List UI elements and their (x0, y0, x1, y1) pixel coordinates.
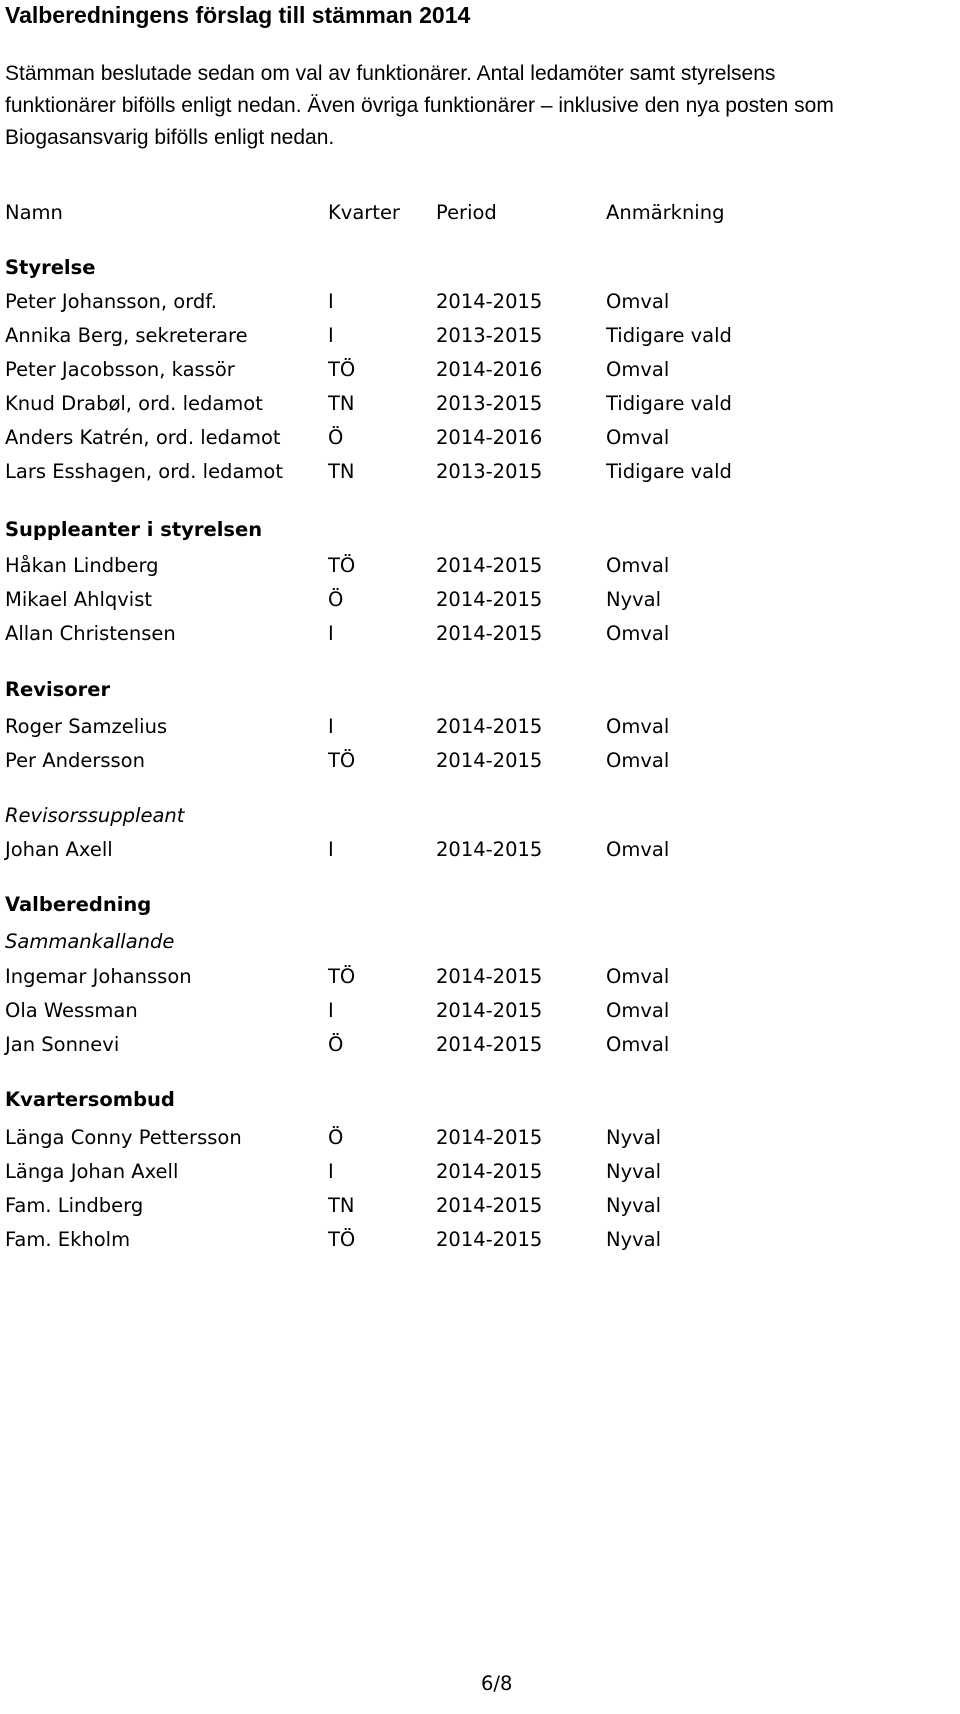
cell-period: 2014-2015 (436, 715, 543, 738)
cell-quarter: Ö (328, 1033, 344, 1056)
cell-name: Jan Sonnevi (5, 1033, 120, 1056)
column-header-period: Period (436, 201, 497, 224)
cell-quarter: Ö (328, 426, 344, 449)
cell-name: Länga Johan Axell (5, 1160, 179, 1183)
cell-name: Fam. Ekholm (5, 1228, 131, 1251)
cell-remark: Omval (606, 1033, 670, 1056)
cell-quarter: Ö (328, 1126, 344, 1149)
section-heading-revisorer: Revisorer (5, 678, 111, 701)
cell-quarter: I (328, 999, 334, 1022)
cell-name: Fam. Lindberg (5, 1194, 144, 1217)
cell-period: 2014-2015 (436, 965, 543, 988)
cell-period: 2014-2015 (436, 1160, 543, 1183)
cell-quarter: TÖ (328, 554, 356, 577)
cell-quarter: TN (328, 392, 355, 415)
table-row (0, 550, 960, 582)
cell-remark: Omval (606, 426, 670, 449)
cell-remark: Omval (606, 622, 670, 645)
cell-quarter: I (328, 290, 334, 313)
cell-quarter: I (328, 622, 334, 645)
cell-remark: Omval (606, 554, 670, 577)
intro-line: funktionärer bifölls enligt nedan. Även övriga funktionärer – inklusive den nya posten som (5, 94, 834, 117)
cell-name: Knud Drabøl, ord. ledamot (5, 392, 263, 415)
cell-period: 2014-2015 (436, 290, 543, 313)
cell-period: 2013-2015 (436, 460, 543, 483)
section-heading-suppleanter: Suppleanter i styrelsen (5, 518, 263, 541)
page-number: 6/8 (481, 1672, 513, 1695)
cell-period: 2014-2015 (436, 749, 543, 772)
cell-period: 2014-2015 (436, 1126, 543, 1149)
cell-period: 2014-2015 (436, 838, 543, 861)
section-heading-styrelse: Styrelse (5, 256, 96, 279)
cell-quarter: TÖ (328, 749, 356, 772)
table-row (0, 388, 960, 420)
table-row (0, 1156, 960, 1188)
intro-paragraph (5, 58, 950, 154)
cell-remark: Nyval (606, 1160, 662, 1183)
cell-remark: Omval (606, 749, 670, 772)
cell-remark: Omval (606, 715, 670, 738)
table-row (0, 745, 960, 777)
cell-remark: Nyval (606, 1228, 662, 1251)
cell-quarter: Ö (328, 588, 344, 611)
cell-period: 2014-2015 (436, 1194, 543, 1217)
cell-remark: Omval (606, 838, 670, 861)
cell-quarter: I (328, 1160, 334, 1183)
table-row (0, 1122, 960, 1154)
cell-remark: Omval (606, 965, 670, 988)
table-row (0, 354, 960, 386)
column-header-remark: Anmärkning (606, 201, 725, 224)
table-row (0, 320, 960, 352)
cell-period: 2013-2015 (436, 324, 543, 347)
cell-quarter: TN (328, 460, 355, 483)
intro-line: Biogasansvarig bifölls enligt nedan. (5, 126, 335, 149)
table-row (0, 1029, 960, 1061)
page-title: Valberedningens förslag till stämman 2014 (5, 2, 471, 28)
cell-name: Länga Conny Pettersson (5, 1126, 242, 1149)
cell-remark: Nyval (606, 588, 662, 611)
cell-name: Lars Esshagen, ord. ledamot (5, 460, 283, 483)
cell-remark: Tidigare vald (606, 460, 732, 483)
table-row (0, 584, 960, 616)
section-heading-kvartersombud: Kvartersombud (5, 1088, 175, 1111)
cell-quarter: TN (328, 1194, 355, 1217)
cell-quarter: I (328, 715, 334, 738)
cell-name: Peter Jacobsson, kassör (5, 358, 235, 381)
cell-name: Annika Berg, sekreterare (5, 324, 248, 347)
cell-name: Per Andersson (5, 749, 145, 772)
column-header-name: Namn (5, 201, 63, 224)
cell-name: Roger Samzelius (5, 715, 168, 738)
table-row (0, 456, 960, 488)
cell-period: 2014-2015 (436, 1228, 543, 1251)
cell-period: 2014-2015 (436, 588, 543, 611)
table-row (0, 1190, 960, 1222)
cell-name: Håkan Lindberg (5, 554, 159, 577)
table-row (0, 961, 960, 993)
cell-remark: Omval (606, 290, 670, 313)
cell-name: Mikael Ahlqvist (5, 588, 153, 611)
table-row (0, 711, 960, 743)
cell-remark: Tidigare vald (606, 392, 732, 415)
table-row (0, 286, 960, 318)
cell-name: Anders Katrén, ord. ledamot (5, 426, 281, 449)
cell-period: 2014-2015 (436, 554, 543, 577)
cell-quarter: TÖ (328, 1228, 356, 1251)
cell-remark: Omval (606, 358, 670, 381)
cell-name: Ingemar Johansson (5, 965, 192, 988)
cell-period: 2014-2016 (436, 358, 543, 381)
cell-name: Peter Johansson, ordf. (5, 290, 217, 313)
cell-name: Allan Christensen (5, 622, 176, 645)
cell-remark: Nyval (606, 1194, 662, 1217)
intro-line: Stämman beslutade sedan om val av funktionärer. Antal ledamöter samt styrelsens (5, 62, 776, 85)
section-subheading-sammankallande: Sammankallande (5, 930, 175, 953)
table-row (0, 422, 960, 454)
cell-quarter: I (328, 324, 334, 347)
table-row (0, 618, 960, 650)
cell-remark: Nyval (606, 1126, 662, 1149)
table-row (0, 1224, 960, 1256)
table-row (0, 995, 960, 1027)
column-header-row (0, 197, 960, 229)
cell-quarter: I (328, 838, 334, 861)
cell-name: Ola Wessman (5, 999, 138, 1022)
cell-period: 2014-2015 (436, 999, 543, 1022)
cell-remark: Tidigare vald (606, 324, 732, 347)
cell-quarter: TÖ (328, 965, 356, 988)
cell-remark: Omval (606, 999, 670, 1022)
cell-period: 2014-2016 (436, 426, 543, 449)
table-row (0, 834, 960, 866)
section-heading-revisorssuppleant: Revisorssuppleant (5, 804, 185, 827)
section-heading-valberedning: Valberedning (5, 893, 152, 916)
column-header-quarter: Kvarter (328, 201, 400, 224)
cell-name: Johan Axell (5, 838, 113, 861)
cell-period: 2014-2015 (436, 622, 543, 645)
cell-period: 2013-2015 (436, 392, 543, 415)
cell-period: 2014-2015 (436, 1033, 543, 1056)
cell-quarter: TÖ (328, 358, 356, 381)
